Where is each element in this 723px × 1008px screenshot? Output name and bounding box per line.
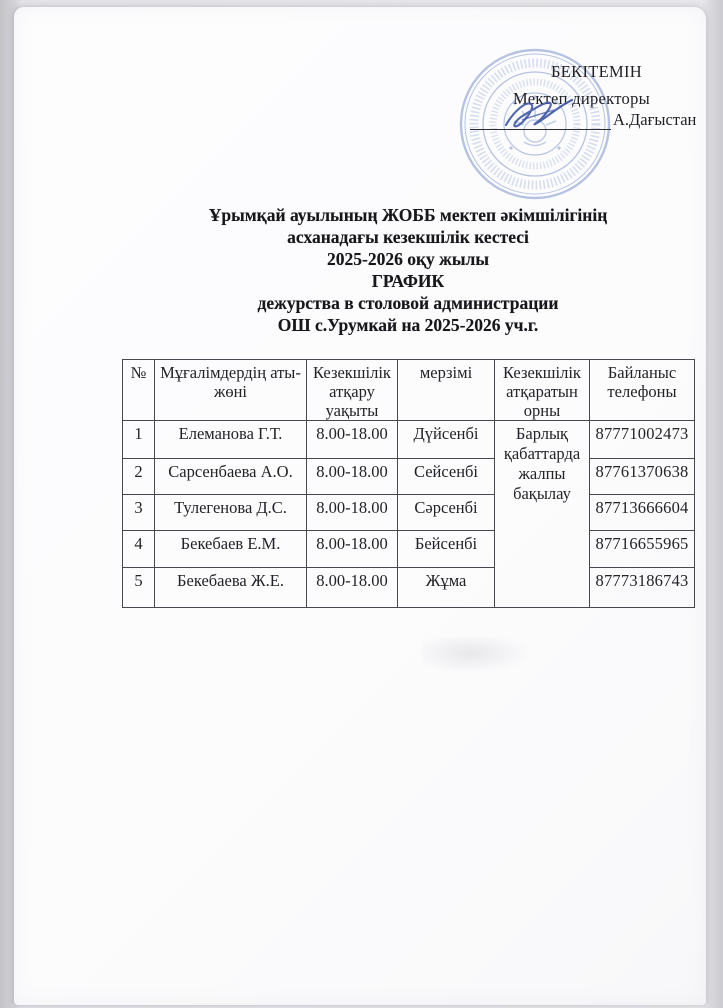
cell-teacher: Бекебаев Е.М. — [155, 531, 307, 568]
doc-title-line: Ұрымқай ауылының ЖОББ мектеп әкімшілігінің — [208, 205, 608, 225]
cell-number: 1 — [123, 421, 155, 459]
cell-phone: 87716655965 — [590, 531, 695, 568]
col-header-phone: Байланыс телефоны — [590, 360, 695, 421]
scan-smudge — [422, 637, 542, 677]
handwritten-signature-icon — [500, 93, 582, 135]
approval-role: Мектеп директоры — [513, 89, 651, 108]
cell-number: 5 — [123, 568, 155, 608]
document-title-block — [122, 204, 694, 336]
table-row — [123, 495, 695, 531]
cell-day: Сәрсенбі — [398, 495, 495, 531]
doc-title-line: ГРАФИК — [371, 271, 445, 291]
cell-time: 8.00-18.00 — [307, 421, 398, 459]
cell-teacher: Елеманова Г.Т. — [155, 421, 307, 459]
cell-day: Сейсенбі — [398, 459, 495, 495]
cell-phone: 87773186743 — [590, 568, 695, 608]
approval-label: БЕКІТЕМІН — [551, 62, 642, 81]
cell-phone: 87761370638 — [590, 459, 695, 495]
duty-schedule-table — [122, 359, 695, 608]
signer-name: А.Дағыстан — [613, 110, 697, 129]
col-header-day: мерзімі — [398, 360, 495, 421]
cell-phone: 87713666604 — [590, 495, 695, 531]
cell-duty-location: Барлық қабаттарда жалпы бақылау — [495, 421, 590, 608]
col-header-number: № — [123, 360, 155, 421]
col-header-duty-time: Кезекшілік атқару уақыты — [307, 360, 398, 421]
cell-number: 3 — [123, 495, 155, 531]
col-header-duty-place: Кезекшілік атқаратын орны — [495, 360, 590, 421]
col-header-teacher: Мұғалімдердің аты-жөні — [155, 360, 307, 421]
doc-title-line: ОШ с.Урумкай на 2025-2026 уч.г. — [277, 315, 539, 335]
cell-teacher: Бекебаева Ж.Е. — [155, 568, 307, 608]
cell-time: 8.00-18.00 — [307, 495, 398, 531]
cell-day: Дүйсенбі — [398, 421, 495, 459]
doc-title-line: 2025-2026 оқу жылы — [327, 249, 489, 269]
doc-title-line: асханадағы кезекшілік кестесі — [287, 227, 529, 247]
document-page — [14, 7, 706, 1005]
cell-teacher: Тулегенова Д.С. — [155, 495, 307, 531]
table-row — [123, 568, 695, 608]
table-header-row — [123, 360, 695, 421]
cell-teacher: Сарсенбаева А.О. — [155, 459, 307, 495]
doc-title-line: дежурства в столовой администрации — [257, 293, 559, 313]
cell-day: Бейсенбі — [398, 531, 495, 568]
table-row — [123, 459, 695, 495]
table-row — [123, 421, 695, 459]
cell-number: 4 — [123, 531, 155, 568]
table-row — [123, 531, 695, 568]
cell-time: 8.00-18.00 — [307, 531, 398, 568]
cell-phone: 87771002473 — [590, 421, 695, 459]
cell-day: Жұма — [398, 568, 495, 608]
cell-time: 8.00-18.00 — [307, 568, 398, 608]
cell-time: 8.00-18.00 — [307, 459, 398, 495]
cell-number: 2 — [123, 459, 155, 495]
